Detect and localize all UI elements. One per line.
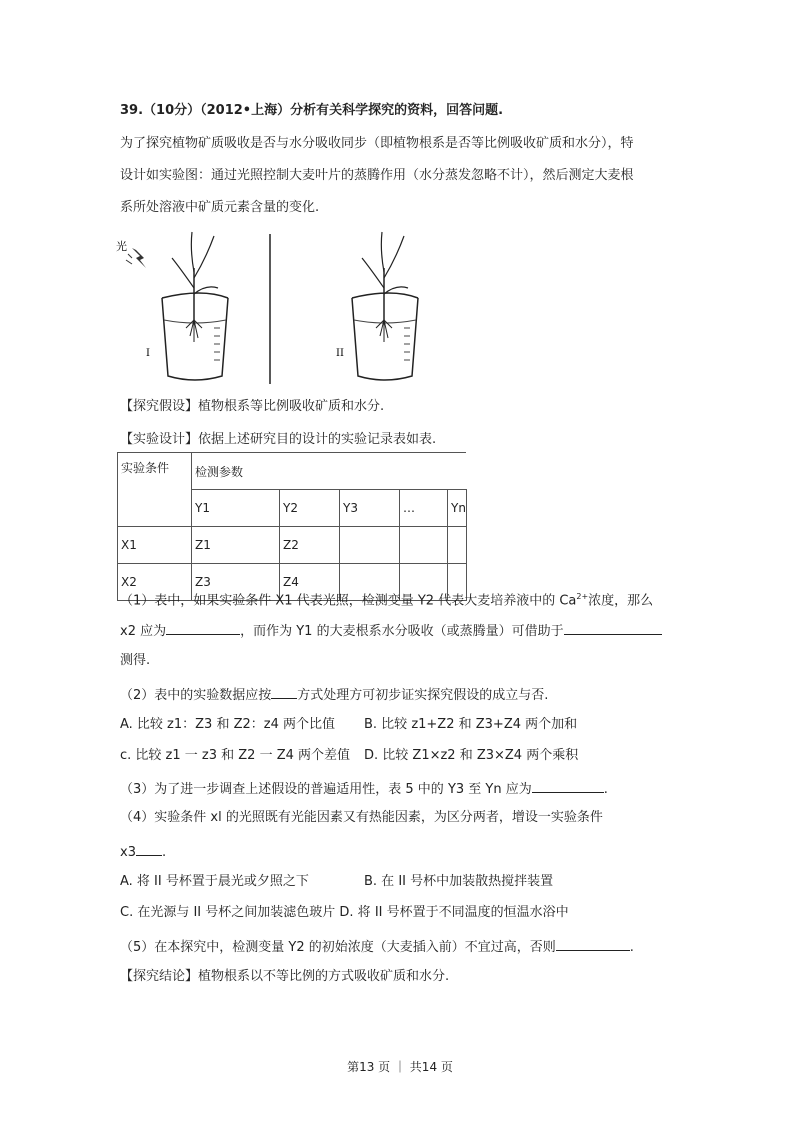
table-cell xyxy=(448,527,467,564)
param-y2: Y2 xyxy=(280,490,340,527)
q5-text-a: （5）在本探究中，检测变量 Y2 的初始浓度（大麦插入前）不宜过高，否则 xyxy=(120,940,556,955)
q2-option-c: c. 比较 z1 一 z3 和 Z2 一 Z4 两个差值 xyxy=(120,748,351,763)
q4-option-b: B. 在 II 号杯中加装散热搅拌装置 xyxy=(364,874,554,889)
row-condition: X1 xyxy=(118,527,192,564)
cup-2-label: II xyxy=(336,348,344,359)
table-cell: Z4 xyxy=(280,564,340,601)
q5-blank[interactable] xyxy=(556,936,630,951)
q1-blank-2[interactable] xyxy=(564,620,662,635)
param-header: 检测参数 xyxy=(192,453,467,490)
param-y3: Y3 xyxy=(340,490,400,527)
q2-stem xyxy=(120,684,548,705)
q1-text-c: x2 应为 xyxy=(120,624,167,639)
q2-option-d: D. 比较 Z1×z2 和 Z3×Z4 两个乘积 xyxy=(364,748,579,763)
q1-text-a: （1）表中，如果实验条件 X1 代表光照，检测变量 Y2 代表大麦培养液中的 Ca xyxy=(120,593,577,609)
q3-text-a: （3）为了进一步调查上述假设的普遍适用性，表 5 中的 Y3 至 Yn 应为 xyxy=(120,782,532,797)
q5-text-b: . xyxy=(629,940,634,955)
q2-blank[interactable] xyxy=(271,684,297,699)
q2-option-b: B. 比较 z1+Z2 和 Z3+Z4 两个加和 xyxy=(364,717,578,732)
q4-text-a: x3 xyxy=(120,845,136,860)
cup-2 xyxy=(336,232,418,380)
param-yn: Yn xyxy=(448,490,467,527)
table-row xyxy=(118,527,467,564)
design: 【实验设计】依据上述研究目的设计的实验记录表如表. xyxy=(120,432,437,447)
q3-text-b: . xyxy=(603,782,608,797)
light-label: 光 xyxy=(116,240,127,253)
table-cell xyxy=(400,527,448,564)
row-condition: X2 xyxy=(118,564,192,601)
q1-text-b: 浓度，那么 xyxy=(588,593,654,609)
q4-option-a: A. 将 II 号杯置于晨光或夕照之下 xyxy=(120,874,309,889)
conclusion: 【探究结论】植物根系以不等比例的方式吸收矿质和水分. xyxy=(120,969,450,984)
q1-line-3: 测得. xyxy=(120,653,151,668)
q2-text-a: （2）表中的实验数据应按 xyxy=(120,688,272,703)
param-ellipsis: … xyxy=(400,490,448,527)
q3-blank[interactable] xyxy=(532,778,604,793)
q4-text-b: . xyxy=(161,845,167,860)
experiment-figure xyxy=(110,228,470,388)
q4-stem-2 xyxy=(120,841,166,862)
intro-line-1: 为了探究植物矿质吸收是否与水分吸收同步（即植物根系是否等比例吸收矿质和水分），特 xyxy=(120,136,634,151)
intro-line-3: 系所处溶液中矿质元素含量的变化. xyxy=(120,200,320,215)
intro-line-2: 设计如实验图：通过光照控制大麦叶片的蒸腾作用（水分蒸发忽略不计），然后测定大麦根 xyxy=(120,168,634,183)
page-footer: 第13 页 ｜ 共14 页 xyxy=(347,1060,453,1074)
condition-header: 实验条件 xyxy=(118,453,192,527)
q1-superscript: 2+ xyxy=(576,592,589,601)
table-cell: Z2 xyxy=(280,527,340,564)
q2-text-b: 方式处理方可初步证实探究假设的成立与否. xyxy=(297,688,549,703)
table-cell: Z3 xyxy=(192,564,280,601)
table-cell xyxy=(340,527,400,564)
q5-stem xyxy=(120,936,634,957)
table-cell: Z1 xyxy=(192,527,280,564)
q4-option-c-d: C. 在光源与 II 号杯之间加装滤色玻片 D. 将 II 号杯置于不同温度的恒温水浴中 xyxy=(120,905,569,920)
q2-option-a: A. 比较 z1：Z3 和 Z2：z4 两个比值 xyxy=(120,717,336,732)
question-header: 39.（10分）（2012•上海）分析有关科学探究的资料，回答问题. xyxy=(120,103,504,118)
light-bolt-icon xyxy=(132,248,146,268)
cup-1 xyxy=(146,232,228,380)
q1-text-d: ，而作为 Y1 的大麦根系水分吸收（或蒸腾量）可借助于 xyxy=(240,624,564,639)
light-rays-icon xyxy=(126,254,132,264)
q3-stem xyxy=(120,778,608,799)
param-y1: Y1 xyxy=(192,490,280,527)
q1-line-1 xyxy=(120,588,653,610)
cup-1-label: I xyxy=(146,348,150,359)
q4-blank[interactable] xyxy=(136,841,162,856)
hypothesis: 【探究假设】植物根系等比例吸收矿质和水分. xyxy=(120,399,385,414)
q1-line-2 xyxy=(120,620,662,641)
record-table xyxy=(117,452,467,601)
q4-stem: （4）实验条件 xl 的光照既有光能因素又有热能因素，为区分两者，增设一实验条件 xyxy=(120,810,603,825)
q1-blank-1[interactable] xyxy=(166,620,240,635)
